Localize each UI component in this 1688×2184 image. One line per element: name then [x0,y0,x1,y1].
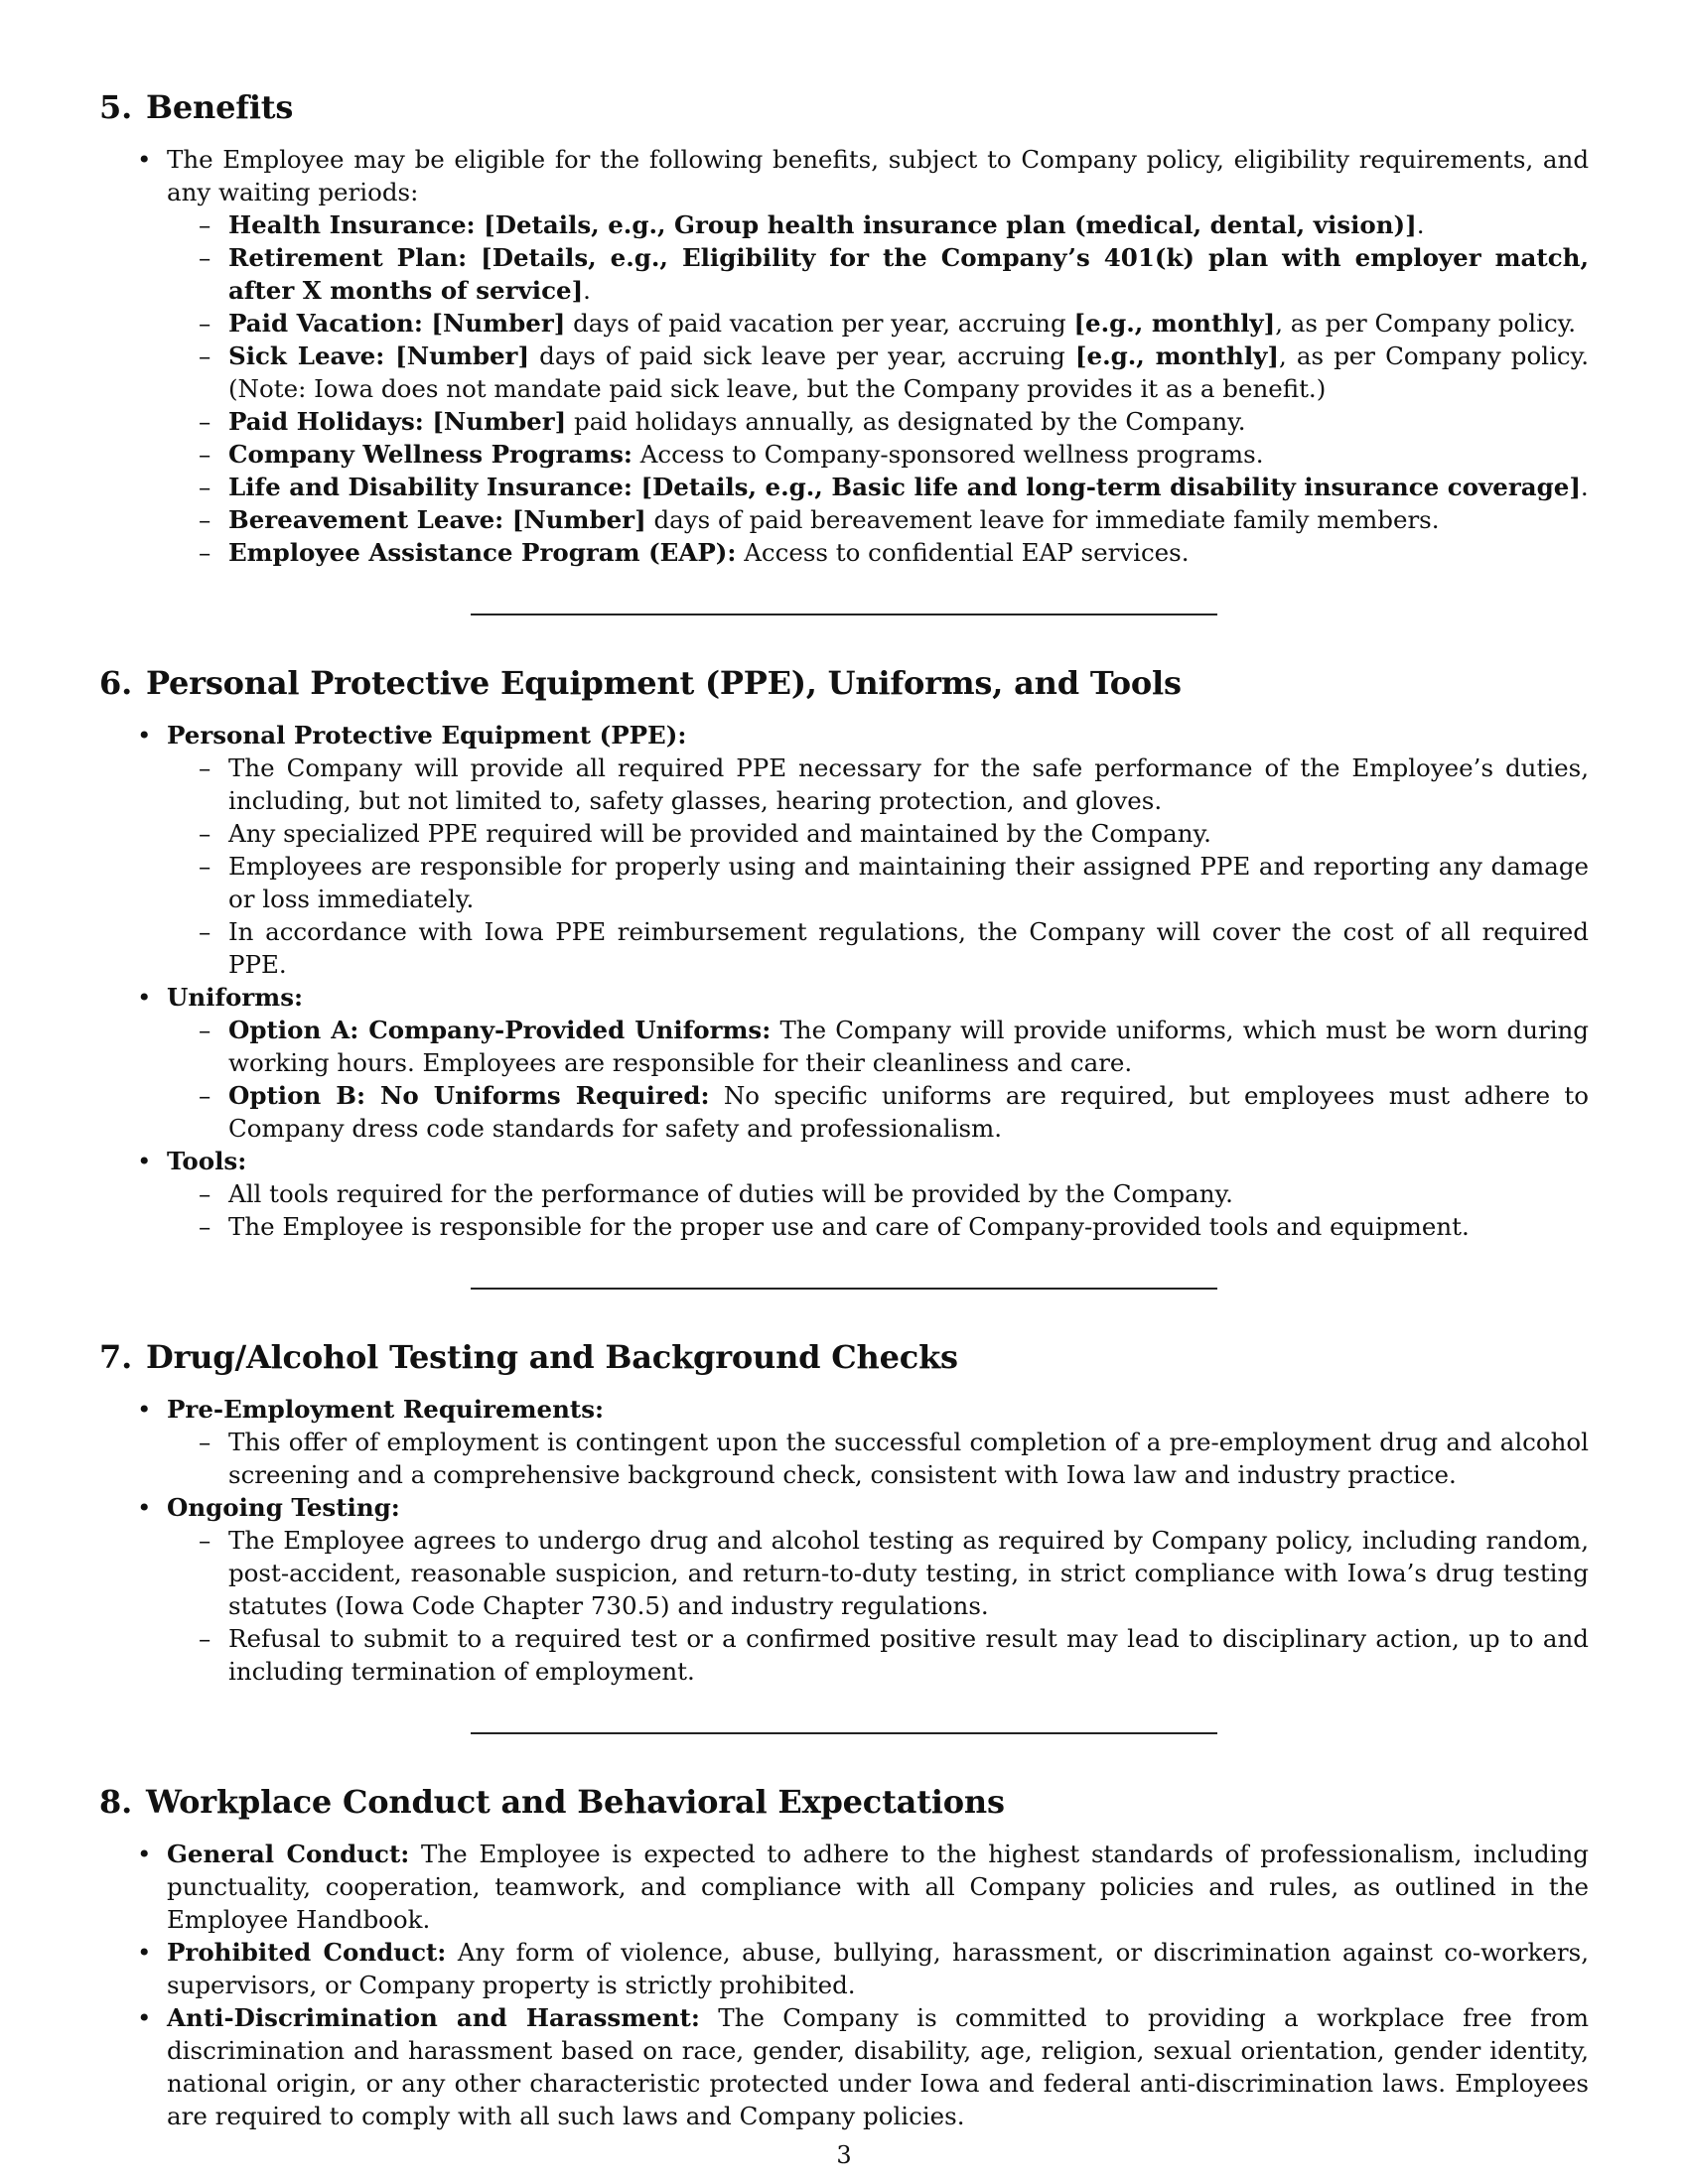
list-item [167,981,1589,1145]
sub-list [167,1426,1589,1491]
list-item [228,1014,1589,1079]
item-text: The Company is committed to providing a workplace free from discrimination and harassment based on race, gender, disability, age, religion, sexual orientation, gender identity, national origin, or any other characteristic protected under Iowa and federal anti-discrimination laws. Employees are required to comply with all such laws and Company policies. [167,2003,1590,2130]
list-item [167,1491,1589,1688]
section-drug-testing [99,1337,1589,1688]
list-item [167,1838,1589,1936]
item-label: Bereavement Leave: [Number] [228,505,646,534]
list-item [167,1936,1589,2001]
section-number: 6. [99,664,133,702]
section-heading [99,87,1589,127]
horizontal-rule [471,1732,1217,1734]
list-item: – The Employee is responsible for the proper use and care of Company-provided tools and equipment. [228,1210,1589,1243]
list-item [228,208,1589,241]
bullet-list [99,1393,1589,1688]
group-heading: Ongoing Testing: [167,1493,400,1522]
section-workplace-conduct [99,1782,1589,2132]
section-title: Drug/Alcohol Testing and Background Checks [146,1338,958,1376]
list-item: – The Employee agrees to undergo drug and alcohol testing as required by Company policy, including random, post-accident, reasonable suspicion, and return-to-duty testing, in strict compliance with Iowa’s drug testing statutes (Iowa Code Chapter 730.5) and industry regulations. [228,1524,1589,1622]
item-text: days of paid sick leave per year, accruing [529,341,1075,370]
item-label: Anti-Discrimination and Harassment: [167,2003,700,2032]
benefits-intro: The Employee may be eligible for the following benefits, subject to Company policy, eligibility requirements, and any waiting periods: [167,145,1589,206]
item-label: Company Wellness Programs: [228,440,633,469]
list-item [228,405,1589,438]
list-item [167,1393,1589,1491]
list-item [167,1145,1589,1243]
item-text: , as per Company policy. (Note: Iowa does not mandate paid sick leave, but the Company provides it as a benefit.) [228,341,1590,403]
list-item: – This offer of employment is contingent upon the successful completion of a pre-employment drug and alcohol screening and a comprehensive background check, consistent with Iowa law and industry practice. [228,1426,1589,1491]
list-item [228,536,1589,569]
item-text: days of paid bereavement leave for immediate family members. [645,505,1440,534]
section-title: Workplace Conduct and Behavioral Expectations [146,1783,1005,1821]
item-label: Employee Assistance Program (EAP): [228,538,737,567]
list-item: – Refusal to submit to a required test or a confirmed positive result may lead to disciplinary action, up to and including termination of employment. [228,1622,1589,1688]
list-item [167,2001,1589,2132]
list-item [228,241,1589,307]
list-item: – The Company will provide all required PPE necessary for the safe performance of the Employee’s duties, including, but not limited to, safety glasses, hearing protection, and gloves. [228,751,1589,817]
list-item [167,143,1589,569]
item-text: The Employee is expected to adhere to the highest standards of professionalism, including punctuality, cooperation, teamwork, and compliance with all Company policies and rules, as outlined in the Employee Handbook. [167,1840,1589,1934]
list-item [228,1079,1589,1145]
sub-list [167,1177,1589,1243]
item-text: . [583,276,591,305]
section-benefits [99,87,1589,569]
sub-list [167,751,1589,981]
item-text: . [1416,210,1425,239]
section-title: Benefits [146,88,294,126]
list-item [228,471,1589,503]
bullet-list [99,719,1589,1243]
list-item: – Employees are responsible for properly using and maintaining their assigned PPE and reporting any damage or loss immediately. [228,850,1589,915]
item-text: No specific uniforms are required, but employees must adhere to Company dress code standards for safety and professionalism. [228,1081,1590,1143]
item-label: Option B: No Uniforms Required: [228,1081,710,1110]
list-item [228,307,1589,340]
list-item [228,438,1589,471]
item-label: Paid Holidays: [Number] [228,407,567,436]
list-item [228,503,1589,536]
list-item [167,719,1589,981]
sub-list [167,208,1589,569]
item-text: The Company will provide uniforms, which must be worn during working hours. Employees are responsible for their cleanliness and care. [228,1016,1589,1077]
item-label: Paid Vacation: [Number] [228,309,566,338]
bullet-list [99,1838,1589,2132]
group-heading: Personal Protective Equipment (PPE): [167,721,687,750]
item-text: paid holidays annually, as designated by the Company. [566,407,1246,436]
item-label: Retirement Plan: [Details, e.g., Eligibility for the Company’s 401(k) plan with employer match, after X months of service] [228,243,1589,305]
section-heading [99,1782,1589,1822]
item-text: . [1580,473,1589,501]
sub-list [167,1014,1589,1145]
item-text: Access to Company-sponsored wellness programs. [632,440,1264,469]
item-label: Option A: Company-Provided Uniforms: [228,1016,772,1044]
item-label: Sick Leave: [Number] [228,341,530,370]
list-item: – Any specialized PPE required will be provided and maintained by the Company. [228,817,1589,850]
item-label: Life and Disability Insurance: [Details, e.g., Basic life and long-term disability insurance coverage] [228,473,1581,501]
section-number: 5. [99,88,133,126]
list-item: – All tools required for the performance of duties will be provided by the Company. [228,1177,1589,1210]
item-label: Health Insurance: [Details, e.g., Group health insurance plan (medical, dental, vision)] [228,210,1417,239]
item-text: Access to confidential EAP services. [736,538,1190,567]
section-title: Personal Protective Equipment (PPE), Uniforms, and Tools [146,664,1182,702]
section-number: 8. [99,1783,133,1821]
page-number: 3 [836,2141,852,2169]
item-label: Prohibited Conduct: [167,1938,447,1967]
sub-list [167,1524,1589,1688]
group-heading: Uniforms: [167,983,304,1012]
item-text: , as per Company policy. [1275,309,1577,338]
group-heading: Pre-Employment Requirements: [167,1395,605,1424]
group-heading: Tools: [167,1147,247,1175]
item-label: [e.g., monthly] [1073,309,1276,338]
item-label: [e.g., monthly] [1074,341,1279,370]
list-item [228,340,1589,405]
bullet-list [99,143,1589,569]
item-text: days of paid vacation per year, accruing [565,309,1074,338]
item-text: Any form of violence, abuse, bullying, harassment, or discrimination against co-workers, supervisors, or Company property is strictly prohibited. [167,1938,1590,1999]
section-heading [99,663,1589,703]
item-label: General Conduct: [167,1840,410,1868]
horizontal-rule [471,1288,1217,1290]
list-item: – In accordance with Iowa PPE reimbursement regulations, the Company will cover the cost of all required PPE. [228,915,1589,981]
section-number: 7. [99,1338,133,1376]
horizontal-rule [471,614,1217,615]
section-ppe [99,663,1589,1243]
section-heading [99,1337,1589,1377]
